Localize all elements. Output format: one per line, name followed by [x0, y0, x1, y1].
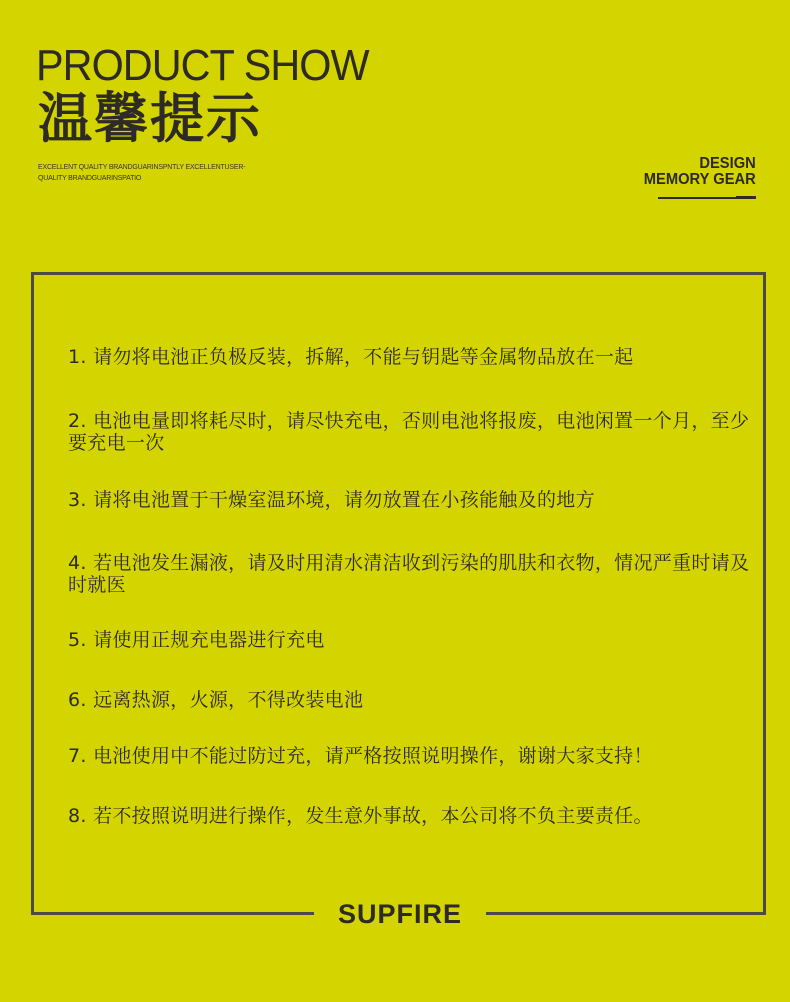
page-title-en: PRODUCT SHOW	[36, 41, 369, 90]
brand-line-1: DESIGN	[699, 155, 756, 172]
note-item: 8. 若不按照说明进行操作，发生意外事故，本公司将不负主要责任。	[68, 805, 653, 827]
tagline-line-2: QUALITY BRANDGUARINSPATIO	[38, 175, 142, 182]
footer-brand: SUPFIRE	[337, 899, 463, 929]
frame-left	[31, 272, 34, 915]
note-item: 1. 请勿将电池正负极反装，拆解，不能与钥匙等金属物品放在一起	[68, 346, 634, 368]
note-item: 4. 若电池发生漏液，请及时用清水清洁收到污染的肌肤和衣物，情况严重时请及时就医	[68, 552, 750, 596]
frame-top	[31, 272, 766, 275]
brand-underline-accent	[736, 196, 756, 199]
page-title-cn: 温馨提示	[38, 87, 262, 150]
frame-bottom-left	[31, 912, 314, 915]
note-item: 3. 请将电池置于干燥室温环境，请勿放置在小孩能触及的地方	[68, 489, 595, 511]
note-item: 5. 请使用正规充电器进行充电	[68, 629, 325, 651]
tagline-line-1: EXCELLENT QUALITY BRANDGUARINSPNTLY EXCELLENTUSER-	[38, 164, 246, 171]
brand-line-2: MEMORY GEAR	[643, 171, 756, 188]
tagline	[38, 162, 278, 184]
frame-bottom-right	[486, 912, 766, 915]
note-item: 7. 电池使用中不能过防过充，请严格按照说明操作，谢谢大家支持！	[68, 745, 653, 767]
note-item: 2. 电池电量即将耗尽时，请尽快充电，否则电池将报废，电池闲置一个月，至少要充电一次	[68, 410, 750, 454]
note-item: 6. 远离热源，火源，不得改装电池	[68, 689, 364, 711]
brand-block	[644, 156, 756, 188]
frame-right	[763, 272, 766, 915]
